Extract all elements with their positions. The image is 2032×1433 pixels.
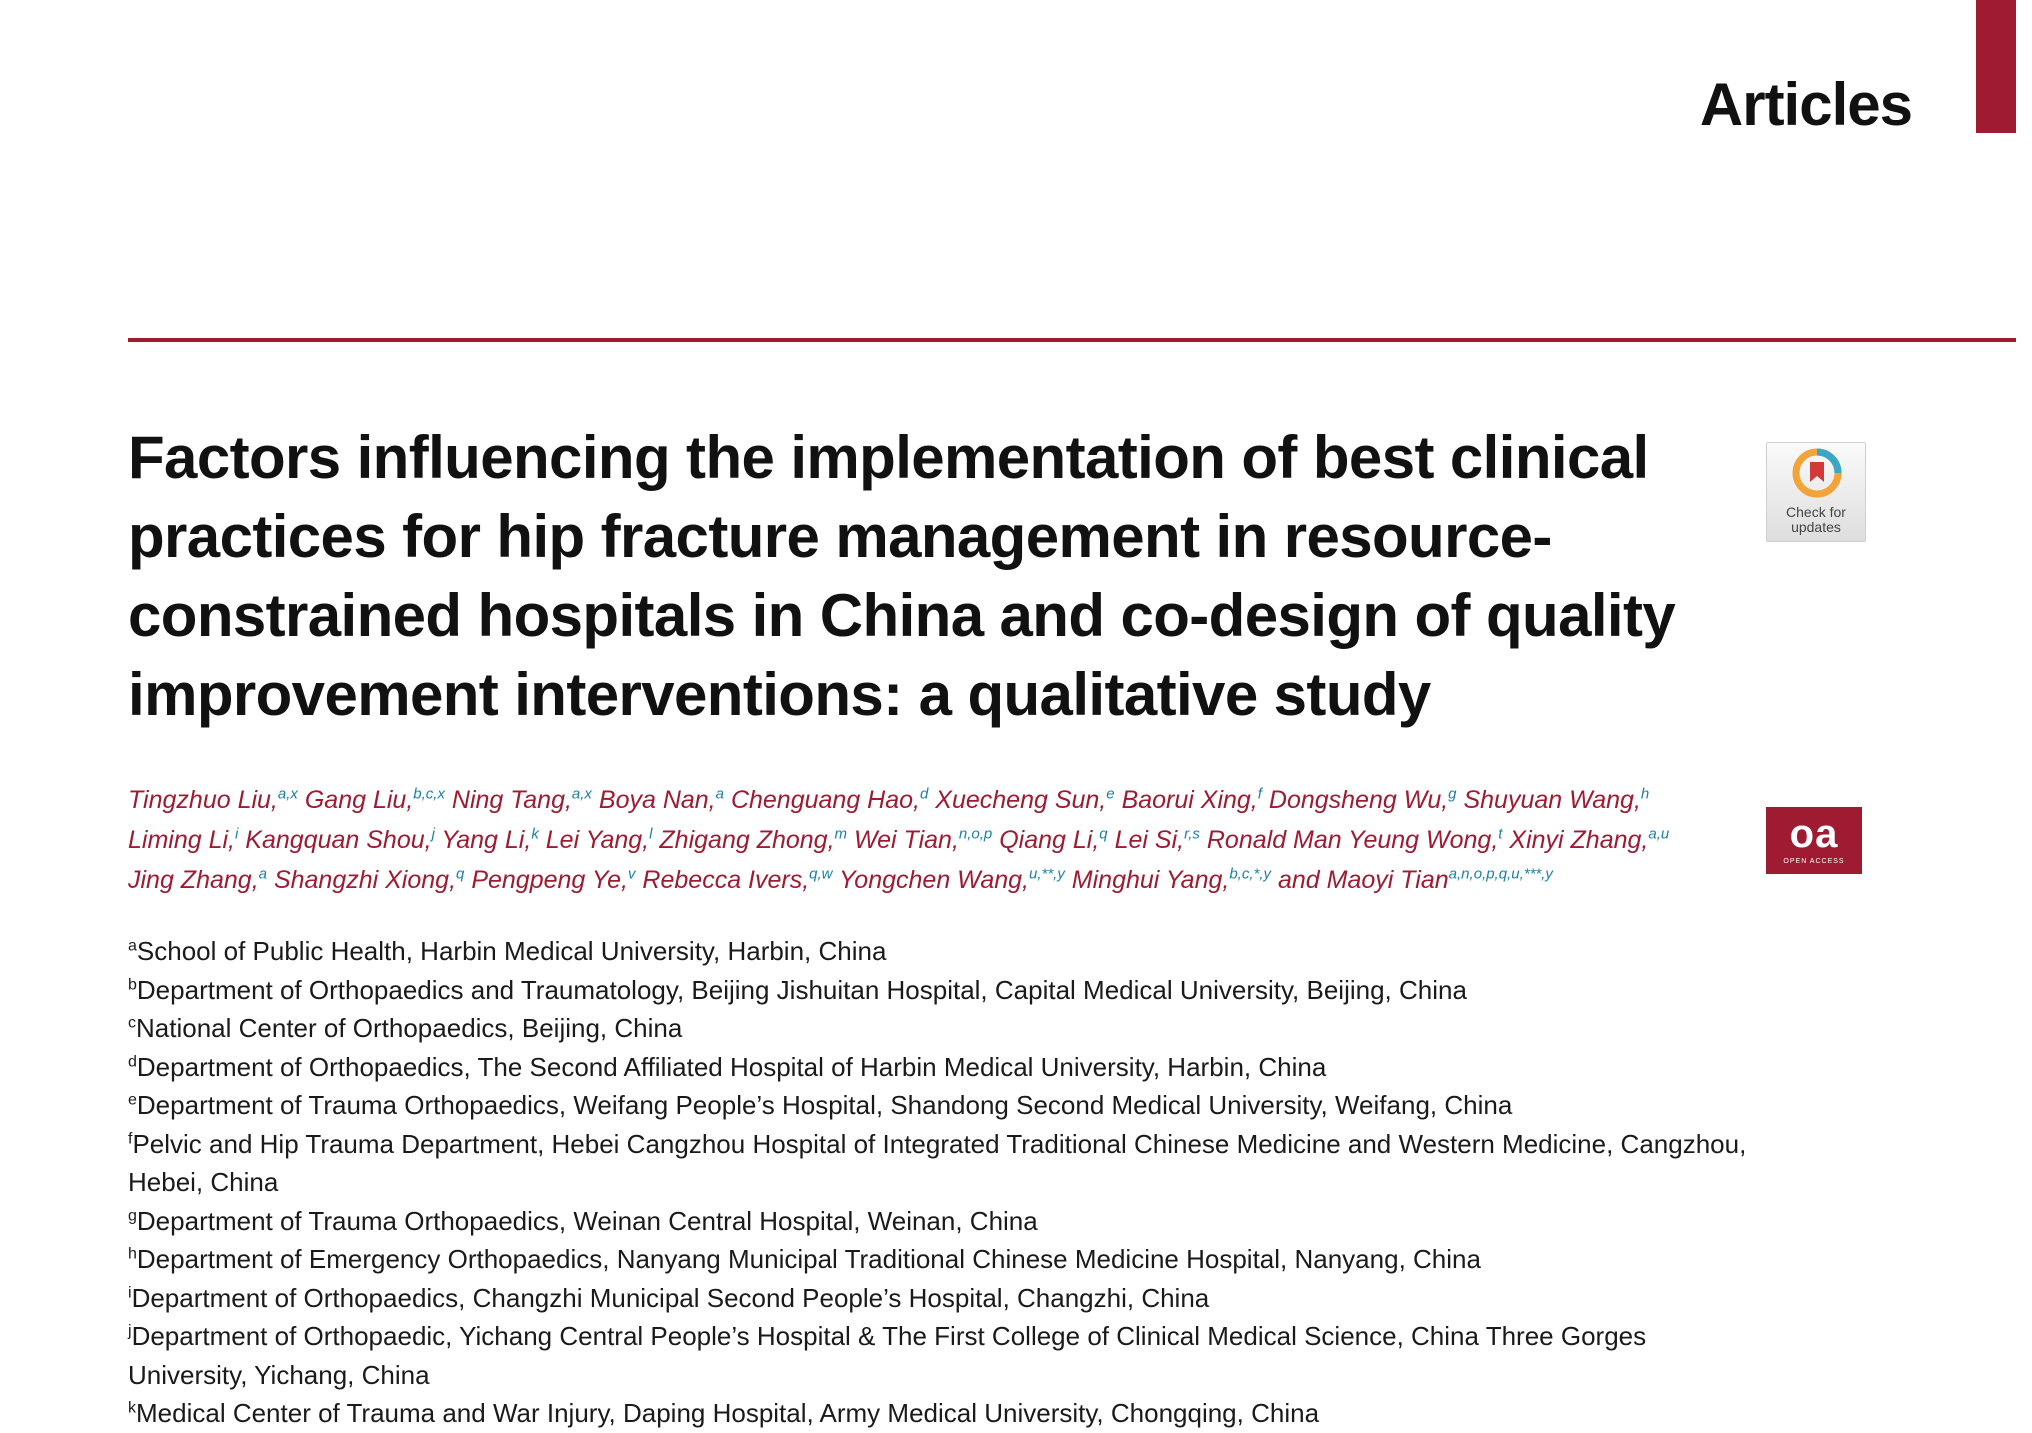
author-name[interactable]	[274, 866, 464, 894]
author-name-text: Liming Li,	[128, 826, 235, 854]
check-for-updates-line1: Check for	[1786, 504, 1846, 520]
affiliation-key: d	[128, 1052, 137, 1070]
author-affiliation-marker: v	[627, 865, 636, 883]
author-affiliation-marker: m	[834, 825, 848, 843]
author-name-text: Wei Tian,	[853, 826, 959, 854]
author-affiliation-marker: a,x	[571, 785, 592, 803]
author-name-text: Ning Tang,	[451, 786, 572, 814]
affiliation-item	[128, 1086, 1748, 1125]
affiliation-text: Department of Orthopaedic, Yichang Central People’s Hospital & The First College of Clinical Medical Science, China Three Gorges University, Yichang, China	[128, 1321, 1647, 1390]
affiliation-key: i	[128, 1283, 132, 1301]
author-name-text: Gang Liu,	[304, 786, 414, 814]
author-name-text: Shuyuan Wang,	[1463, 786, 1641, 814]
author-name[interactable]	[245, 826, 435, 854]
author-affiliation-marker: l	[649, 825, 653, 843]
open-access-icon: oa	[1789, 812, 1839, 856]
author-affiliation-marker: d	[919, 785, 929, 803]
check-for-updates-line2: updates	[1791, 519, 1841, 535]
author-name-text: Kangquan Shou,	[245, 826, 432, 854]
author-name[interactable]	[854, 826, 992, 854]
author-affiliation-marker: t	[1498, 825, 1503, 843]
affiliation-item	[128, 1317, 1748, 1394]
author-name-text: Baorui Xing,	[1121, 786, 1258, 814]
author-name[interactable]	[452, 786, 592, 814]
author-name[interactable]	[128, 786, 298, 814]
author-name-text: Pengpeng Ye,	[471, 866, 628, 894]
section-label: Articles	[1699, 71, 1912, 138]
author-affiliation-marker: a,n,o,p,q,u,***,y	[1448, 865, 1553, 883]
author-affiliation-marker: g	[1448, 785, 1457, 803]
affiliation-key: j	[128, 1322, 132, 1340]
affiliation-item	[128, 1048, 1748, 1087]
open-access-badge	[1766, 807, 1862, 874]
affiliation-item	[128, 1279, 1748, 1318]
author-affiliation-marker: b,c,*,y	[1229, 865, 1272, 883]
author-name[interactable]	[1463, 786, 1649, 814]
author-name-text: and Maoyi Tian	[1277, 866, 1449, 894]
affiliation-item	[128, 932, 1748, 971]
author-name-text: Chenguang Hao,	[730, 786, 920, 814]
affiliation-item	[128, 1202, 1748, 1241]
author-affiliation-marker: a,x	[277, 785, 298, 803]
affiliation-text: Department of Emergency Orthopaedics, Nanyang Municipal Traditional Chinese Medicine Hospital, Nanyang, China	[136, 1244, 1481, 1274]
author-name[interactable]	[1115, 826, 1200, 854]
author-affiliation-marker: q,w	[809, 865, 833, 883]
author-name[interactable]	[128, 826, 238, 854]
author-name[interactable]	[1509, 826, 1669, 854]
author-affiliation-marker: j	[431, 825, 435, 843]
author-name-text: Boya Nan,	[598, 786, 716, 814]
author-name-text: Lei Si,	[1114, 826, 1185, 854]
affiliation-text: School of Public Health, Harbin Medical University, Harbin, China	[136, 936, 887, 966]
author-affiliation-marker: k	[531, 825, 539, 843]
check-for-updates-label	[1767, 505, 1865, 535]
header-divider	[128, 338, 2016, 342]
author-name-text: Zhigang Zhong,	[659, 826, 835, 854]
affiliation-key: a	[128, 937, 137, 955]
affiliation-text: Department of Trauma Orthopaedics, Weinan Central Hospital, Weinan, China	[136, 1205, 1038, 1236]
author-name[interactable]	[471, 866, 635, 894]
author-name[interactable]	[642, 866, 832, 894]
author-affiliation-marker: r,s	[1184, 825, 1200, 843]
author-name[interactable]	[1072, 866, 1271, 894]
author-affiliation-marker: h	[1640, 785, 1650, 803]
author-affiliation-marker: a,u	[1648, 825, 1670, 843]
affiliation-text: National Center of Orthopaedics, Beijing, China	[136, 1013, 683, 1043]
author-affiliation-marker: b,c,x	[413, 785, 445, 803]
author-affiliation-marker: n,o,p	[958, 825, 993, 843]
affiliation-key: h	[128, 1245, 137, 1263]
author-name-text: Ronald Man Yeung Wong,	[1206, 826, 1499, 854]
author-affiliation-marker: q	[1099, 825, 1108, 843]
author-name[interactable]	[659, 826, 847, 854]
author-name-text: Jing Zhang,	[128, 866, 259, 894]
author-name[interactable]	[441, 826, 538, 854]
affiliation-list	[128, 932, 1748, 1433]
affiliation-item	[128, 1394, 1748, 1433]
author-name-text: Shangzhi Xiong,	[273, 866, 457, 894]
check-for-updates-button[interactable]	[1766, 442, 1866, 542]
author-name-text: Lei Yang,	[545, 826, 650, 854]
author-name-text: Dongsheng Wu,	[1268, 786, 1449, 814]
author-name[interactable]	[599, 786, 724, 814]
affiliation-key: f	[128, 1129, 133, 1147]
author-name[interactable]	[1278, 866, 1553, 894]
affiliation-text: Department of Trauma Orthopaedics, Weifang People’s Hospital, Shandong Second Medical University, Weifang, China	[136, 1090, 1513, 1120]
affiliation-key: b	[128, 975, 137, 993]
author-name[interactable]	[999, 826, 1107, 854]
open-access-label: OPEN ACCESS	[1783, 858, 1845, 865]
author-affiliation-marker: u,**,y	[1028, 865, 1065, 883]
author-name[interactable]	[839, 866, 1065, 894]
affiliation-item	[128, 971, 1748, 1010]
corner-accent-bar	[1976, 0, 2016, 133]
author-name[interactable]	[1269, 786, 1457, 814]
author-name[interactable]	[1207, 826, 1503, 854]
author-name-text: Rebecca Ivers,	[642, 866, 810, 894]
affiliation-text: Medical Center of Trauma and War Injury, Daping Hospital, Army Medical University, Chongqing, China	[136, 1398, 1320, 1428]
author-name-text: Xinyi Zhang,	[1509, 826, 1649, 854]
author-name-text: Xuecheng Sun,	[935, 786, 1107, 814]
check-for-updates-icon	[1792, 448, 1842, 498]
affiliation-key: e	[128, 1091, 137, 1109]
author-list	[128, 780, 1728, 900]
affiliation-item	[128, 1009, 1748, 1048]
affiliation-key: g	[128, 1206, 137, 1224]
affiliation-text: Department of Orthopaedics, Changzhi Municipal Second People’s Hospital, Changzhi, China	[131, 1282, 1210, 1313]
author-affiliation-marker: q	[456, 865, 465, 883]
affiliation-key: c	[128, 1014, 136, 1032]
author-affiliation-marker: i	[235, 825, 239, 843]
affiliation-item	[128, 1125, 1748, 1202]
author-name-text: Minghui Yang,	[1071, 866, 1230, 894]
author-name[interactable]	[935, 786, 1114, 814]
author-name[interactable]	[546, 826, 653, 854]
author-affiliation-marker: e	[1106, 785, 1115, 803]
author-affiliation-marker: a	[715, 785, 724, 803]
author-affiliation-marker: a	[258, 865, 267, 883]
affiliation-item	[128, 1240, 1748, 1279]
affiliation-text: Department of Orthopaedics, The Second Affiliated Hospital of Harbin Medical University, Harbin, China	[136, 1051, 1327, 1082]
affiliation-key: k	[128, 1399, 136, 1417]
author-name[interactable]	[305, 786, 445, 814]
author-name-text: Tingzhuo Liu,	[128, 786, 278, 814]
author-name[interactable]	[128, 866, 267, 894]
author-name-text: Yang Li,	[441, 826, 532, 854]
author-affiliation-marker: f	[1257, 785, 1262, 803]
affiliation-text: Pelvic and Hip Trauma Department, Hebei Cangzhou Hospital of Integrated Traditional Chinese Medicine and Western Medicine, Cangzhou, Hebei, China	[128, 1128, 1747, 1197]
author-name[interactable]	[1122, 786, 1262, 814]
affiliation-text: Department of Orthopaedics and Traumatology, Beijing Jishuitan Hospital, Capital Medical University, Beijing, China	[136, 974, 1467, 1005]
author-name[interactable]	[731, 786, 928, 814]
article-title: Factors influencing the implementation of best clinical practices for hip fracture management in resource-constrained hospitals in China and co-design of quality improvement interventions: a qualitative study	[128, 424, 1676, 728]
author-name-text: Qiang Li,	[999, 826, 1100, 854]
author-name-text: Yongchen Wang,	[839, 866, 1029, 894]
